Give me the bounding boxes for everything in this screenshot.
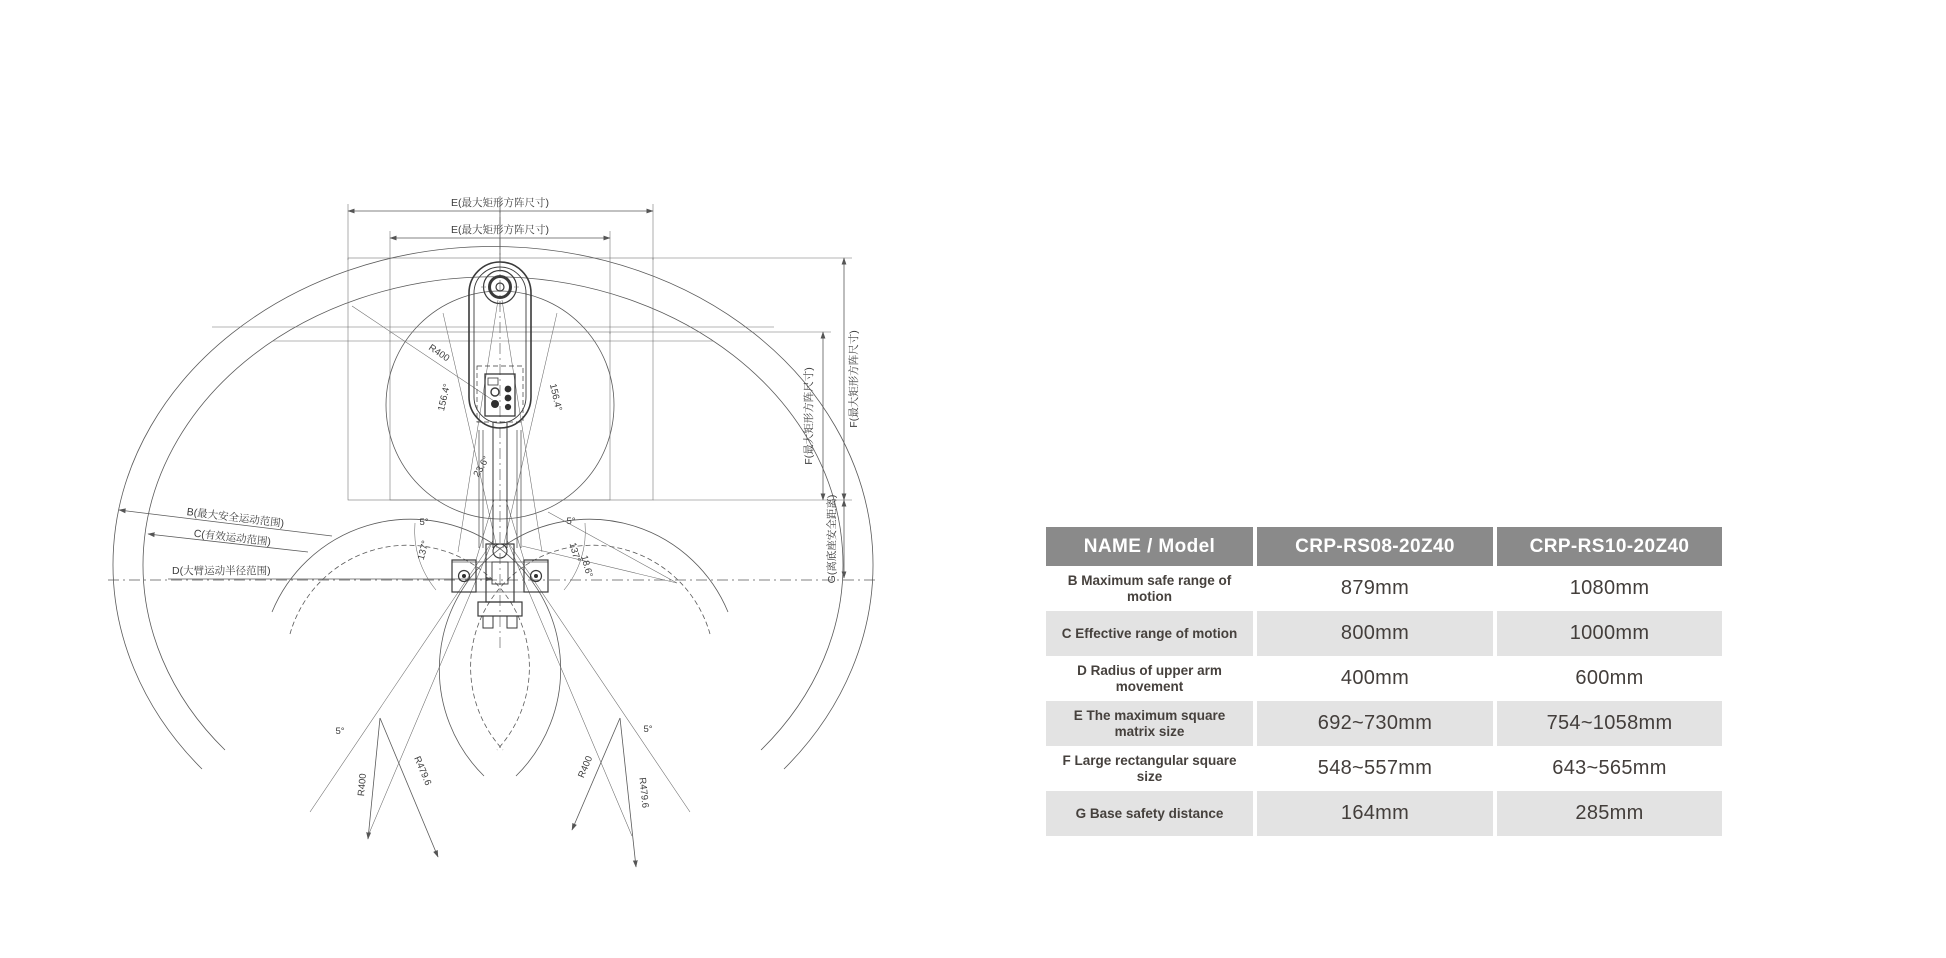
left-lobe-inner-arc xyxy=(290,545,529,750)
header-model-rs10: CRP-RS10-20Z40 xyxy=(1497,527,1722,566)
dimension-e xyxy=(348,196,653,334)
row-label: E The maximum square matrix size xyxy=(1046,701,1253,746)
outer-matrix-square xyxy=(348,258,653,500)
c-range-label: C(有效运动范围) xyxy=(193,527,272,549)
radius-label-right-outer: R479.6 xyxy=(636,776,651,809)
value-rs08: 548~557mm xyxy=(1257,746,1493,791)
table-row-g xyxy=(1046,791,1722,836)
spec-table-header xyxy=(1046,527,1722,566)
row-label: B Maximum safe range of motion xyxy=(1046,566,1253,611)
matrix-squares xyxy=(348,258,852,500)
radius-label-right-inner: R400 xyxy=(576,754,596,780)
header-model-rs08: CRP-RS08-20Z40 xyxy=(1257,527,1493,566)
value-rs10: 600mm xyxy=(1497,656,1722,701)
value-rs08: 879mm xyxy=(1257,566,1493,611)
angle-label-lobe-left: 5° xyxy=(335,726,345,737)
e-outer-dimension-label: E(最大矩形方阵尺寸) xyxy=(451,197,549,209)
dimension-f-g xyxy=(802,258,860,583)
value-rs10: 643~565mm xyxy=(1497,746,1722,791)
header-name-model: NAME / Model xyxy=(1046,527,1253,566)
row-label: G Base safety distance xyxy=(1046,791,1253,836)
table-row-c xyxy=(1046,611,1722,656)
value-rs10: 1080mm xyxy=(1497,566,1722,611)
g-dimension-label: G(离底座安全距离) xyxy=(826,494,838,584)
angle-label-small-right: 5° xyxy=(566,516,576,527)
left-leader-labels xyxy=(119,505,492,579)
angle-label-right-outer: 18.6° xyxy=(578,554,595,579)
row-label: C Effective range of motion xyxy=(1046,611,1253,656)
value-rs08: 164mm xyxy=(1257,791,1493,836)
value-rs08: 800mm xyxy=(1257,611,1493,656)
value-rs08: 692~730mm xyxy=(1257,701,1493,746)
angle-label-arm-right: 156.4° xyxy=(546,382,564,413)
table-row-b xyxy=(1046,566,1722,611)
radius-label-top: R400 xyxy=(426,342,452,365)
b-range-label: B(最大安全运动范围) xyxy=(185,506,285,530)
angle-label-small-left: 5° xyxy=(419,517,429,528)
table-row-d xyxy=(1046,656,1722,701)
row-label: F Large rectangular square size xyxy=(1046,746,1253,791)
value-rs10: 1000mm xyxy=(1497,611,1722,656)
row-label: D Radius of upper arm movement xyxy=(1046,656,1253,701)
angle-label-lobe-right: 5° xyxy=(643,724,653,735)
spec-table xyxy=(1046,527,1722,836)
f-outer-dimension-label: F(最大矩形方阵尺寸) xyxy=(848,330,860,428)
table-row-f xyxy=(1046,746,1722,791)
value-rs08: 400mm xyxy=(1257,656,1493,701)
angle-label-center: 23.6° xyxy=(471,454,493,480)
radius-label-left-inner: R400 xyxy=(356,772,369,797)
value-rs10: 285mm xyxy=(1497,791,1722,836)
angle-label-base-left: 137° xyxy=(415,539,432,562)
angle-label-arm-left: 156.4° xyxy=(436,382,454,413)
f-inner-dimension-label: F(最大矩形方阵尺寸) xyxy=(803,367,815,465)
e-inner-dimension-label: E(最大矩形方阵尺寸) xyxy=(451,224,549,236)
d-range-label: D(大臂运动半径范围) xyxy=(172,565,271,577)
radius-label-left-outer: R479.6 xyxy=(411,754,434,788)
table-row-e xyxy=(1046,701,1722,746)
value-rs10: 754~1058mm xyxy=(1497,701,1722,746)
angle-label-base-right: 137° xyxy=(566,541,583,564)
